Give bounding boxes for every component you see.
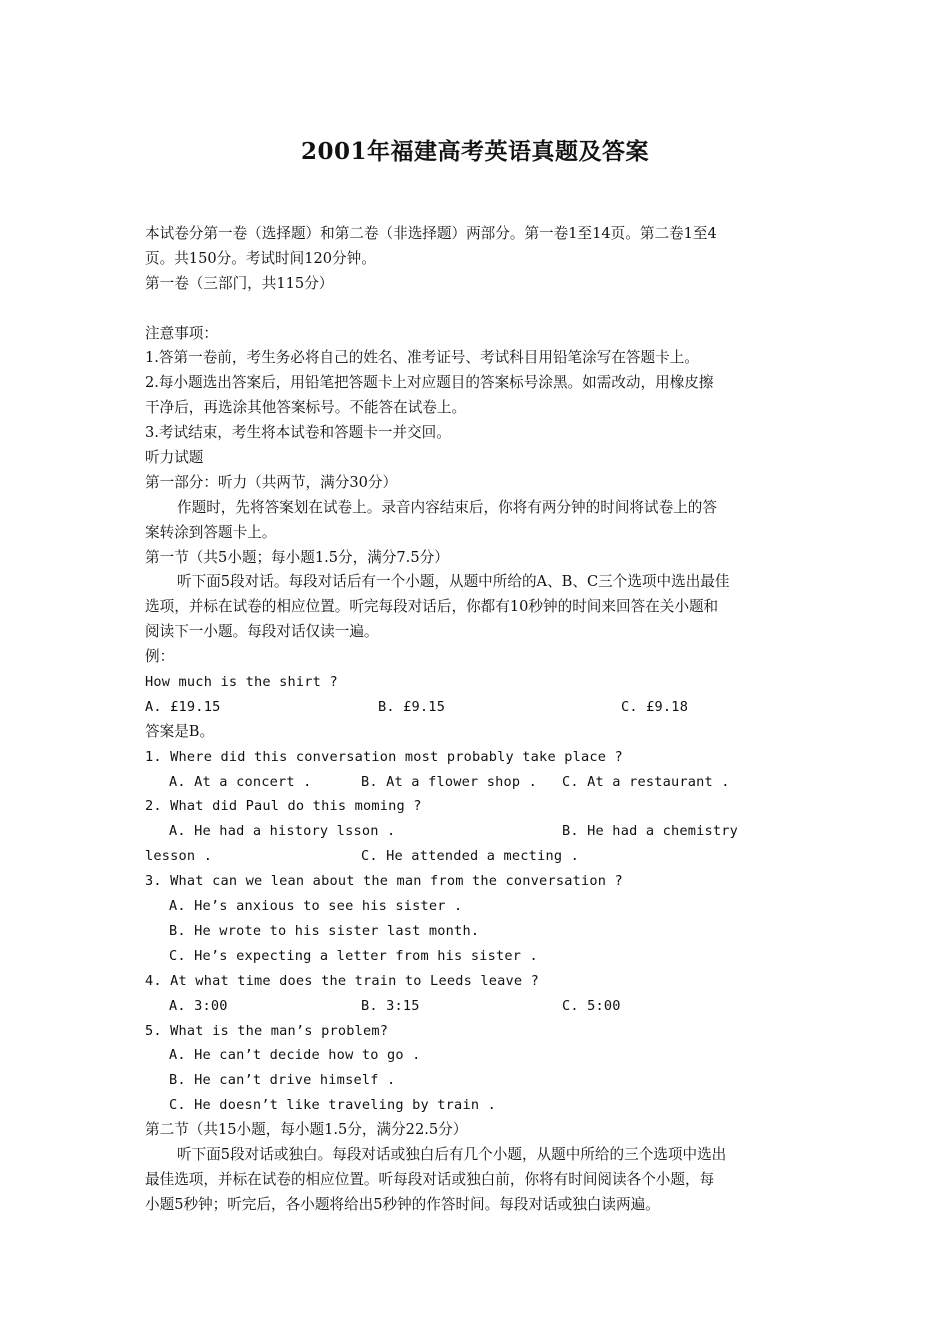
section2-instruction: 最佳选项，并标在试卷的相应位置。听每段对话或独白前，你将有时间阅读各个小题，每 [145, 1170, 715, 1188]
question-5: 5. What is the man’s problem? [145, 1022, 389, 1039]
question-4-options [145, 994, 815, 1019]
notes-heading: 注意事项： [145, 324, 218, 342]
section1-heading: 第一节（共5小题；每小题1.5分，满分7.5分） [145, 548, 449, 566]
instruction-line: 作题时，先将答案划在试卷上。录音内容结束后，你将有两分钟的时间将试卷上的答 [177, 498, 717, 516]
option-a: A. £19.15 [145, 698, 221, 715]
section2-heading: 第二节（共15小题，每小题1.5分，满分22.5分） [145, 1121, 468, 1139]
option-c: C. At a restaurant . [562, 773, 730, 790]
section1-instruction: 听下面5段对话。每段对话后有一个小题，从题中所给的A、B、C三个选项中选出最佳 [177, 573, 730, 591]
example-options [145, 695, 815, 720]
note-item: 2.每小题选出答案后，用铅笔把答题卡上对应题目的答案标号涂黑。如需改动，用橡皮擦 [145, 374, 714, 392]
intro-line: 页。共150分。考试时间120分钟。 [145, 249, 376, 267]
option-c: C. He’s expecting a letter from his sister . [169, 947, 538, 964]
section1-instruction: 选项，并标在试卷的相应位置。听完每段对话后，你都有10秒钟的时间来回答在关小题和 [145, 598, 719, 616]
example-answer: 答案是B。 [145, 722, 215, 740]
example-question: How much is the shirt ? [145, 674, 338, 691]
option-c: C. He doesn’t like traveling by train . [169, 1097, 496, 1114]
option-b-cont: lesson . [145, 848, 213, 865]
question-1-options [145, 770, 815, 795]
question-2: 2. What did Paul do this moming ? [145, 798, 422, 815]
note-item: 1.答第一卷前，考生务必将自己的姓名、准考证号、考试科目用铅笔涂写在答题卡上。 [145, 349, 699, 367]
section2-instruction: 听下面5段对话或独白。每段对话或独白后有几个小题，从题中所给的三个选项中选出 [177, 1145, 727, 1163]
option-b: B. He can’t drive himself . [169, 1072, 396, 1089]
option-a: A. At a concert . [169, 773, 312, 790]
page-title: 2001年福建高考英语真题及答案 [300, 138, 649, 165]
listening-heading: 听力试题 [145, 449, 204, 467]
option-b: B. He wrote to his sister last month. [169, 922, 480, 939]
question-4: 4. At what time does the train to Leeds leave ? [145, 972, 540, 989]
option-a: A. He’s anxious to see his sister . [169, 898, 463, 915]
option-b: B. He had a chemistry [562, 823, 739, 840]
spacer [145, 297, 815, 322]
option-c: C. He attended a mecting . [361, 848, 579, 865]
option-c: C. 5:00 [562, 997, 621, 1014]
note-item: 干净后，再选涂其他答案标号。不能答在试卷上。 [145, 399, 467, 417]
question-2-options [145, 819, 815, 844]
instruction-line: 案转涂到答题卡上。 [145, 523, 277, 541]
intro-line: 第一卷（三部门，共115分） [145, 274, 334, 292]
section1-instruction: 阅读下一小题。每段对话仅读一遍。 [145, 623, 379, 641]
note-item: 3.考试结束，考生将本试卷和答题卡一并交回。 [145, 424, 451, 442]
option-b: B. 3:15 [361, 997, 420, 1014]
question-3: 3. What can we lean about the man from the conversation ? [145, 873, 623, 890]
option-a: A. He had a history lsson . [169, 823, 396, 840]
question-1: 1. Where did this conversation most probably take place ? [145, 748, 623, 765]
section2-instruction: 小题5秒钟；听完后，各小题将给出5秒钟的作答时间。每段对话或独白读两遍。 [145, 1195, 660, 1213]
example-label: 例： [145, 648, 175, 666]
option-a: A. 3:00 [169, 997, 228, 1014]
option-b: B. At a flower shop . [361, 773, 538, 790]
part1-heading: 第一部分：听力（共两节，满分30分） [145, 473, 398, 491]
option-b: B. £9.15 [378, 698, 446, 715]
option-c: C. £9.18 [621, 698, 689, 715]
question-2-options-cont [145, 844, 815, 869]
document-body [145, 222, 815, 1218]
intro-line: 本试卷分第一卷（选择题）和第二卷（非选择题）两部分。第一卷1至14页。第二卷1至4 [145, 225, 717, 242]
option-a: A. He can’t decide how to go . [169, 1047, 421, 1064]
